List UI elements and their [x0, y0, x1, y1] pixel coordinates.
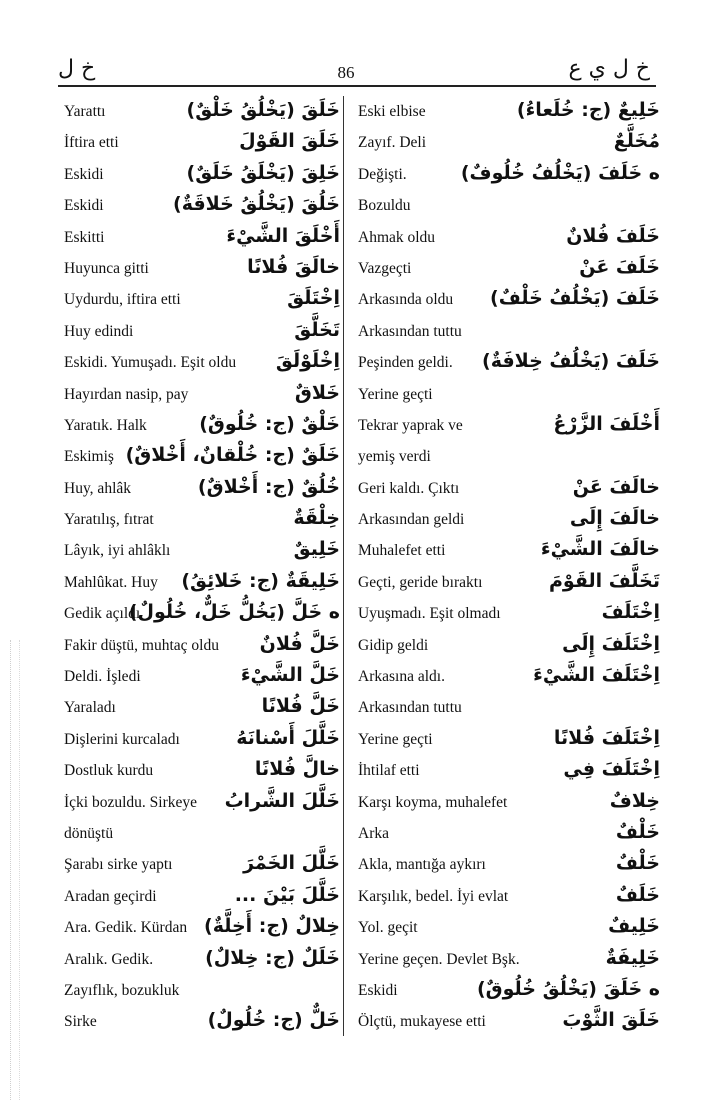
arabic-headword: خالَفَ الشَّيْءَ	[540, 538, 660, 561]
turkish-meaning: Akla, mantığa aykırı	[358, 856, 486, 874]
entry-row	[358, 630, 660, 661]
arabic-headword: خَلَقٌ (ج: خُلْقانٌ، أَخْلاقٌ)	[125, 444, 340, 467]
entry-row	[358, 724, 660, 755]
turkish-meaning: Arkasından geldi	[358, 511, 465, 529]
arabic-headword: اِخْتَلَفَ فِي	[563, 758, 660, 781]
arabic-headword: خَلُقَ (يَخْلُقُ خَلاقَةٌ)	[173, 193, 340, 216]
turkish-meaning: Vazgeçti	[358, 259, 412, 277]
entry-row	[64, 755, 340, 786]
entry-row	[64, 504, 340, 535]
entry-row	[64, 127, 340, 158]
turkish-meaning: Yerine geçti	[358, 385, 433, 403]
entry-row	[64, 284, 340, 315]
arabic-headword: ه خَلَفَ (يَخْلُفُ خُلُوفٌ)	[460, 161, 660, 184]
entry-row	[358, 316, 660, 347]
entry-row	[358, 347, 660, 378]
turkish-meaning: Karşı koyma, muhalefet	[358, 793, 508, 811]
turkish-meaning: Arkasına aldı.	[358, 668, 445, 686]
arabic-headword: خَلَقَ القَوْلَ	[239, 130, 340, 153]
entry-row	[64, 849, 340, 880]
entry-row	[64, 222, 340, 253]
turkish-meaning: Yerine geçti	[358, 730, 433, 748]
turkish-meaning: Değişti.	[358, 165, 407, 183]
turkish-meaning: Ara. Gedik. Kürdan	[64, 919, 188, 937]
entry-row	[358, 159, 660, 190]
turkish-meaning: Eskidi	[64, 197, 104, 215]
entry-row	[64, 379, 340, 410]
arabic-headword: اِخْلَوْلَقَ	[275, 350, 340, 373]
entry-row	[358, 535, 660, 566]
turkish-meaning: Arka	[358, 824, 389, 842]
entry-row	[358, 881, 660, 912]
entry-row	[358, 190, 660, 221]
entry-row	[358, 692, 660, 723]
turkish-meaning: İftira etti	[64, 134, 119, 152]
arabic-headword: خَلَفَ عَنْ	[579, 255, 660, 278]
entry-row	[64, 975, 340, 1006]
right-column	[358, 96, 660, 1038]
arabic-headword: خالَّ فُلانًا	[254, 758, 340, 781]
turkish-meaning: Mahlûkat. Huy	[64, 573, 158, 591]
entry-row	[358, 473, 660, 504]
turkish-meaning: Aralık. Gedik.	[64, 950, 154, 968]
arabic-headword: تَخَلَّفَ القَوْمَ	[549, 569, 660, 592]
arabic-headword: خَلِيفٌ	[608, 915, 660, 938]
turkish-meaning: İhtilaf etti	[358, 762, 420, 780]
turkish-meaning: Peşinden geldi.	[358, 354, 453, 372]
turkish-meaning: Dostluk kurdu	[64, 762, 154, 780]
entry-row	[358, 127, 660, 158]
arabic-headword: خالَفَ عَنْ	[572, 475, 660, 498]
entry-row	[358, 944, 660, 975]
turkish-meaning: Arkasında oldu	[358, 291, 454, 309]
arabic-headword: خَلَّلَ بَيْنَ ...	[234, 883, 340, 906]
turkish-meaning: Şarabı sirke yaptı	[64, 856, 173, 874]
entry-row	[358, 1006, 660, 1037]
arabic-headword: خَلَلٌ (ج: خِلالٌ)	[205, 946, 340, 969]
turkish-meaning: Eski elbise	[358, 103, 426, 120]
entry-row	[64, 881, 340, 912]
entry-row	[64, 692, 340, 723]
turkish-meaning: Zayıflık, bozukluk	[64, 981, 180, 999]
entry-row	[64, 661, 340, 692]
arabic-headword: خَلَّلَ أَسْنانَهُ	[236, 726, 340, 749]
entry-row	[64, 190, 340, 221]
arabic-headword: اِخْتَلَفَ	[601, 601, 660, 624]
arabic-headword: مُخَلَّعٌ	[613, 130, 660, 153]
binding-margin-dots	[10, 640, 20, 1100]
entry-row	[64, 787, 340, 818]
arabic-headword: اِخْتَلَقَ	[287, 287, 340, 310]
header-right-letters: خ ل ي ع	[568, 56, 650, 81]
entry-row	[358, 253, 660, 284]
turkish-meaning: Uydurdu, iftira etti	[64, 291, 181, 309]
entry-row	[358, 379, 660, 410]
arabic-headword: خَلَفٌ	[615, 883, 660, 906]
turkish-meaning: Lâyık, iyi ahlâklı	[64, 542, 171, 560]
entry-row	[358, 567, 660, 598]
arabic-headword: خالَقَ فُلانًا	[247, 255, 340, 278]
turkish-meaning: Geri kaldı. Çıktı	[358, 479, 460, 497]
arabic-headword: اِخْتَلَفَ فُلانًا	[553, 726, 660, 749]
arabic-headword: أَخْلَقَ الشَّيْءَ	[226, 224, 340, 247]
entry-row	[64, 473, 340, 504]
arabic-headword: خِلافٌ	[609, 789, 660, 812]
arabic-headword: خَلَّلَ الشَّرابُ	[224, 789, 340, 812]
arabic-headword: خُلُقٌ (ج: أَخْلاقٌ)	[197, 475, 340, 498]
turkish-meaning: Fakir düştü, muhtaç oldu	[64, 636, 219, 654]
turkish-meaning: Yaratık. Halk	[64, 416, 147, 434]
entry-row	[358, 96, 660, 127]
header-rule	[58, 85, 656, 87]
turkish-meaning: Huy, ahlâk	[64, 479, 132, 497]
entry-row	[64, 410, 340, 441]
turkish-meaning: Sirke	[64, 1013, 97, 1031]
turkish-meaning: Ölçtü, mukayese etti	[358, 1013, 486, 1031]
arabic-headword: خَلْفٌ	[615, 820, 660, 843]
arabic-headword: خَلَّ فُلانٌ	[259, 632, 340, 655]
turkish-meaning: Yol. geçit	[358, 919, 418, 937]
page-number: 86	[337, 63, 355, 82]
turkish-meaning: Bozuldu	[358, 197, 411, 215]
entry-row	[64, 818, 340, 849]
column-divider	[343, 96, 344, 1036]
turkish-meaning: Hayırdan nasip, pay	[64, 385, 189, 403]
turkish-meaning: Eskidi	[358, 981, 398, 999]
turkish-meaning: Uyuşmadı. Eşit olmadı	[358, 605, 501, 623]
turkish-meaning: Arkasından tuttu	[358, 322, 462, 340]
turkish-meaning: Gedik açıldı	[64, 605, 141, 623]
arabic-headword: خَلَّ فُلانًا	[261, 695, 340, 718]
turkish-meaning: Tekrar yaprak ve	[358, 416, 463, 434]
entry-row	[64, 316, 340, 347]
turkish-meaning: Aradan geçirdi	[64, 887, 157, 905]
turkish-meaning: Eskitti	[64, 228, 105, 246]
arabic-headword: خَلَقَ (يَخْلُقُ خَلْقٌ)	[186, 99, 340, 121]
turkish-meaning: İçki bozuldu. Sirkeye	[64, 793, 198, 811]
turkish-meaning: Eskimiş	[64, 448, 114, 466]
arabic-headword: اِخْتَلَفَ إِلَى	[562, 632, 660, 655]
arabic-headword: ه خَلَقَ (يَخْلُقُ خُلُوقٌ)	[476, 977, 660, 1000]
entry-row	[64, 253, 340, 284]
arabic-headword: خَلِيعٌ (ج: خُلَعاءُ)	[516, 99, 660, 121]
header-left-letters: خ ل	[58, 56, 96, 81]
turkish-meaning: Yaraladı	[64, 699, 116, 717]
arabic-headword: ه خَلَّ (يَخُلُّ خَلٌّ، خُلُولٌ)	[128, 601, 340, 624]
entry-row	[358, 504, 660, 535]
turkish-meaning: Arkasından tuttu	[358, 699, 462, 717]
entry-row	[358, 284, 660, 315]
arabic-headword: خَلاقٌ	[294, 381, 340, 404]
entry-row	[64, 598, 340, 629]
entry-row	[358, 755, 660, 786]
arabic-headword: خَلٌّ (ج: خُلُولٌ)	[207, 1009, 340, 1032]
turkish-meaning: Zayıf. Deli	[358, 134, 427, 152]
entry-row	[64, 630, 340, 661]
turkish-meaning: Dişlerini kurcaladı	[64, 730, 180, 748]
entry-row	[64, 535, 340, 566]
entry-row	[64, 347, 340, 378]
turkish-meaning: yemiş verdi	[358, 448, 431, 466]
arabic-headword: خَلِقَ (يَخْلَقُ خَلَقٌ)	[186, 161, 340, 184]
turkish-meaning: Deldi. İşledi	[64, 668, 141, 686]
entry-row	[358, 222, 660, 253]
turkish-meaning: Gidip geldi	[358, 636, 429, 654]
turkish-meaning: Karşılık, bedel. İyi evlat	[358, 887, 509, 905]
turkish-meaning: dönüştü	[64, 824, 114, 842]
arabic-headword: خَلِيفَةٌ	[605, 946, 660, 969]
entry-row	[358, 818, 660, 849]
arabic-headword: خَلَفَ (يَخْلُفُ خِلافَةٌ)	[482, 350, 660, 373]
arabic-headword: تَخَلَّقَ	[294, 318, 340, 341]
turkish-meaning: Huy edindi	[64, 322, 134, 340]
arabic-headword: خَلْفٌ	[615, 852, 660, 875]
turkish-meaning: Muhalefet etti	[358, 542, 446, 560]
turkish-meaning: Yarattı	[64, 103, 106, 120]
arabic-headword: خَلِيقَةٌ (ج: خَلائِقُ)	[181, 569, 340, 592]
entry-row	[358, 598, 660, 629]
entry-row	[358, 661, 660, 692]
entry-row	[358, 849, 660, 880]
turkish-meaning: Ahmak oldu	[358, 228, 436, 246]
turkish-meaning: Geçti, geride bıraktı	[358, 573, 483, 591]
entry-row	[64, 1006, 340, 1037]
arabic-headword: خِلْقَةٌ	[293, 507, 340, 530]
entry-row	[64, 944, 340, 975]
arabic-headword: خَلْقٌ (ج: خُلُوقٌ)	[199, 412, 340, 435]
arabic-headword: خَلَفَ (يَخْلُفُ خَلْفٌ)	[490, 287, 660, 310]
turkish-meaning: Yerine geçen. Devlet Bşk.	[358, 950, 520, 968]
arabic-headword: خَلَّ الشَّيْءَ	[240, 664, 340, 687]
entry-row	[358, 787, 660, 818]
turkish-meaning: Yaratılış, fıtrat	[64, 511, 154, 529]
arabic-headword: خَلَّلَ الخَمْرَ	[243, 852, 340, 875]
arabic-headword: خَلَفَ فُلانٌ	[566, 224, 660, 247]
arabic-headword: اِخْتَلَفَ الشَّيْءَ	[533, 664, 660, 687]
turkish-meaning: Eskidi. Yumuşadı. Eşit oldu	[64, 354, 237, 372]
entry-row	[64, 159, 340, 190]
entry-row	[64, 567, 340, 598]
arabic-headword: أَخْلَفَ الزَّرْعُ	[553, 412, 660, 435]
entry-row	[358, 975, 660, 1006]
entry-row	[64, 96, 340, 127]
entry-row	[358, 410, 660, 441]
arabic-headword: خالَفَ إِلَى	[569, 507, 660, 530]
left-column	[64, 96, 340, 1038]
arabic-headword: خَلَقَ الثَّوْبَ	[562, 1009, 660, 1032]
entry-row	[64, 912, 340, 943]
arabic-headword: خَلِيقٌ	[293, 538, 340, 561]
turkish-meaning: Huyunca gitti	[64, 259, 149, 277]
turkish-meaning: Eskidi	[64, 165, 104, 183]
entry-row	[358, 441, 660, 472]
entry-row	[64, 441, 340, 472]
entry-row	[64, 724, 340, 755]
entry-row	[358, 912, 660, 943]
arabic-headword: خِلالٌ (ج: أَخِلَّةٌ)	[204, 915, 340, 938]
